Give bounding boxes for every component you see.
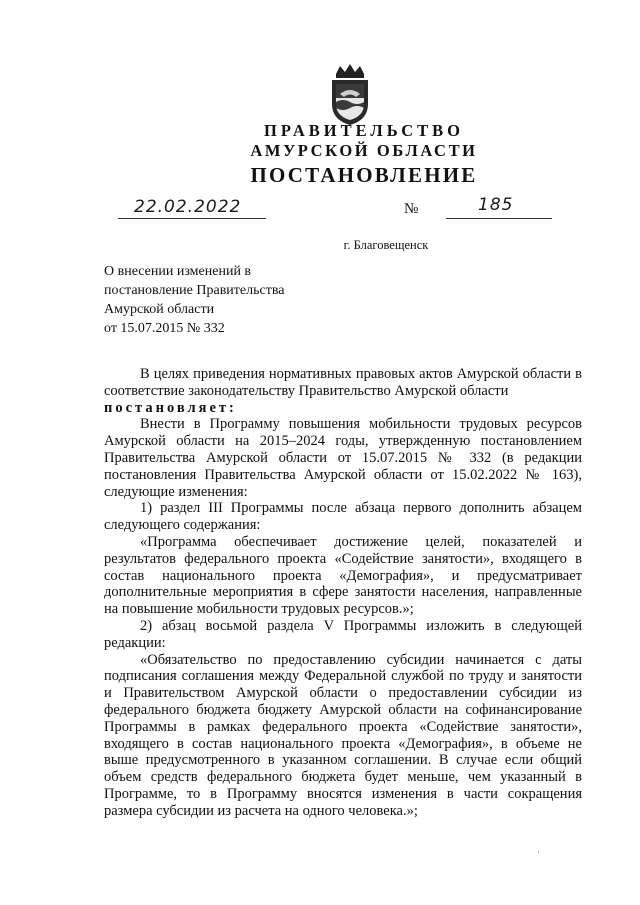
city-label: г. Благовещенск bbox=[343, 238, 429, 252]
subject-line: от 15.07.2015 № 332 bbox=[104, 321, 225, 336]
coat-of-arms-icon bbox=[326, 64, 374, 126]
resolve-word: постановляет: bbox=[104, 399, 237, 416]
body-paragraph-3: «Программа обеспечивает достижение целей, показателей и результатов федерального проекта «Содействие занятости», входящего в состав национального проекта «Демография», и предусматривает дополнительные мероприятия в сфере занятости населения, направленные на повышение мобильности трудовых ресурсов.»; bbox=[104, 533, 582, 618]
page-mark: ' bbox=[538, 850, 540, 859]
intro-paragraph: В целях приведения нормативных правовых актов Амурской области в соответствие законодательству Правительство Амурской области bbox=[104, 366, 582, 399]
government-title: ПРАВИТЕЛЬСТВО bbox=[264, 121, 464, 140]
document-type-title: ПОСТАНОВЛЕНИЕ bbox=[250, 163, 478, 187]
body-paragraph-4: 2) абзац восьмой раздела V Программы изложить в следующей редакции: bbox=[104, 617, 582, 651]
number-sign: № bbox=[404, 201, 419, 217]
date-underline bbox=[118, 218, 266, 219]
subject-line: О внесении изменений в bbox=[104, 264, 252, 279]
body-paragraph-2: 1) раздел III Программы после абзаца первого дополнить абзацем следующего содержания: bbox=[104, 500, 582, 534]
document-body bbox=[104, 366, 582, 820]
document-subject bbox=[104, 262, 284, 338]
subject-line: постановление Правительства bbox=[104, 283, 285, 298]
document-number: 185 bbox=[478, 195, 514, 215]
document-date: 22.02.2022 bbox=[134, 197, 242, 217]
region-title: АМУРСКОЙ ОБЛАСТИ bbox=[250, 141, 478, 160]
number-underline bbox=[446, 218, 552, 219]
body-paragraph-5: «Обязательство по предоставлению субсидии начинается с даты подписания соглашения между Федеральной службой по труду и занятости и Правительством Амурской области о предоставлении субсидии из федерального бюджета бюджету Амурской области на софинансирование Программы в рамках федерального проекта «Содействие занятости», входящего в состав национального проекта «Демография», в объеме не выше предусмотренного в указанном соглашении. В случае если общий объем средств федерального бюджета будет меньше, чем указанный в Программе, то в Программу вносятся изменения в части сокращения размера субсидии из расчета на одного человека.»; bbox=[104, 651, 582, 819]
subject-line: Амурской области bbox=[104, 302, 215, 317]
body-paragraph-1: Внести в Программу повышения мобильности трудовых ресурсов Амурской области на 2015–2024 годы, утвержденную постановлением Правительства Амурской области от 15.07.2015 № 332 (в редакции постановления Правительства Амурской области от 15.02.2022 № 163), следующие изменения: bbox=[104, 416, 582, 500]
